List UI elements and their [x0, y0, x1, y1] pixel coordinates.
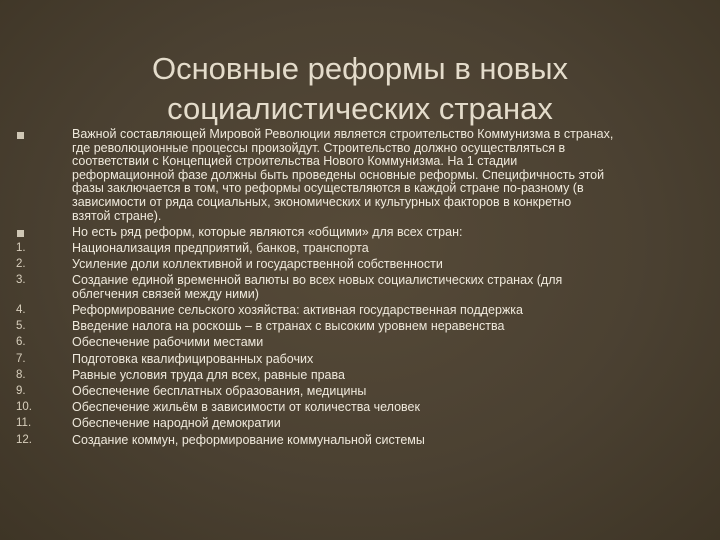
- item-text-line: соответствии с Концепцией строительства Нового Коммунизма. На 1 стадии: [72, 154, 518, 169]
- item-text-line: где революционные процессы произойдут. Строительство должно осуществляться в: [72, 140, 566, 155]
- title-line-1: Основные реформы в новых: [151, 50, 569, 86]
- item-text-line: Но есть ряд реформ, которые являются «общими» для всех стран:: [72, 224, 463, 239]
- item-number: 6.: [16, 336, 26, 349]
- item-text: [72, 226, 694, 240]
- item-text-line: Обеспечение рабочими местами: [72, 335, 264, 350]
- list-item: [0, 258, 720, 272]
- item-text-line: Обеспечение народной демократии: [72, 416, 281, 431]
- item-text: [72, 434, 694, 448]
- item-text: [72, 353, 694, 367]
- list-item: [0, 274, 720, 301]
- item-text-line: Усиление доли коллективной и государственной собственности: [72, 257, 443, 272]
- item-text: [72, 274, 694, 301]
- item-text: [72, 320, 694, 334]
- list-item: [0, 304, 720, 318]
- title-line-2: социалистических странах: [167, 90, 553, 126]
- item-text-line: Важной составляющей Мировой Революции является строительство Коммунизма в странах,: [72, 127, 614, 141]
- item-text-line: Создание единой временной валюты во всех новых социалистических странах (для: [72, 273, 563, 288]
- list-item: [0, 336, 720, 350]
- item-text-line: Создание коммун, реформирование коммунальной системы: [72, 432, 425, 447]
- item-text: [72, 385, 694, 399]
- item-text-line: реформационной фазе должны быть проведены основные реформы. Специфичность этой: [72, 167, 605, 182]
- list-item: [0, 369, 720, 383]
- item-text: [72, 336, 694, 350]
- item-text-line: Подготовка квалифицированных рабочих: [72, 351, 314, 366]
- item-text-line: Реформирование сельского хозяйства: активная государственная поддержка: [72, 303, 524, 318]
- item-number: 5.: [16, 320, 26, 333]
- reform-list: [0, 128, 720, 450]
- item-number: 11.: [16, 417, 32, 430]
- list-item: [0, 242, 720, 256]
- item-number: 2.: [16, 258, 26, 271]
- item-text-line: облегчения связей между ними): [72, 286, 259, 301]
- item-text-line: взятой стране).: [72, 208, 162, 223]
- item-number: 12.: [16, 433, 32, 446]
- slide-title: [90, 49, 630, 129]
- item-text: [72, 242, 694, 256]
- item-number: 7.: [16, 352, 26, 365]
- item-number: 8.: [16, 368, 26, 381]
- item-number: 10.: [16, 401, 32, 414]
- item-text-line: Национализация предприятий, банков, транспорта: [72, 240, 369, 255]
- item-text: [72, 417, 694, 431]
- item-number: 4.: [16, 304, 26, 317]
- list-item: [0, 417, 720, 431]
- item-number: 1.: [16, 241, 26, 254]
- list-item: [0, 385, 720, 399]
- item-number: 9.: [16, 385, 26, 398]
- list-item: [0, 353, 720, 367]
- item-text-line: Обеспечение жильём в зависимости от количества человек: [72, 400, 420, 415]
- item-text: [72, 304, 694, 318]
- item-text-line: Обеспечение бесплатных образования, медицины: [72, 384, 367, 399]
- item-text: [72, 401, 694, 415]
- item-text-line: Введение налога на роскошь – в странах с высоким уровнем неравенства: [72, 319, 505, 334]
- list-item: [0, 401, 720, 415]
- list-item: [0, 226, 720, 240]
- list-item: [0, 434, 720, 448]
- item-number: 3.: [16, 274, 26, 287]
- item-text: [72, 128, 694, 223]
- item-text-line: фазы заключается в том, что реформы осуществляются в каждой стране по-разному (в: [72, 181, 584, 196]
- list-item: [0, 128, 720, 223]
- item-text-line: зависимости от ряда социальных, экономических и культурных факторов в конкретно: [72, 194, 572, 209]
- item-text-line: Равные условия труда для всех, равные права: [72, 367, 345, 382]
- list-item: [0, 320, 720, 334]
- item-text: [72, 369, 694, 383]
- item-text: [72, 258, 694, 272]
